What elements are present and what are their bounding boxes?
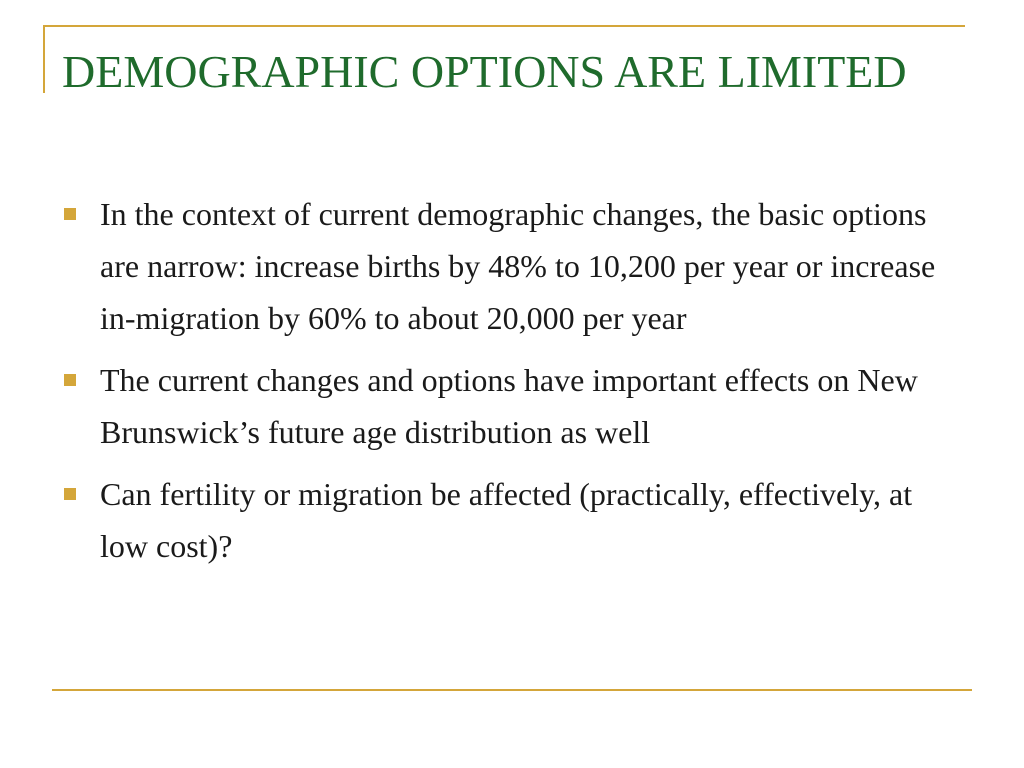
bullet-text: The current changes and options have important effects on New Brunswick’s future age distribution as well (100, 362, 918, 450)
bullet-text: Can fertility or migration be affected (practically, effectively, at low cost)? (100, 476, 913, 564)
square-bullet-icon (64, 488, 76, 500)
bullet-text: In the context of current demographic changes, the basic options are narrow: increase births by 48% to 10,200 per year or increase in-migration by 60% to about 20,000 per year (100, 196, 936, 336)
bullet-item (62, 354, 962, 458)
bullet-item (62, 188, 962, 344)
top-horizontal-rule (43, 25, 965, 27)
square-bullet-icon (64, 208, 76, 220)
bottom-horizontal-rule (52, 689, 972, 691)
bullet-item (62, 468, 962, 572)
bullet-list (62, 188, 962, 582)
square-bullet-icon (64, 374, 76, 386)
slide-title: DEMOGRAPHIC OPTIONS ARE LIMITED (62, 46, 907, 97)
top-vertical-rule (43, 25, 45, 93)
